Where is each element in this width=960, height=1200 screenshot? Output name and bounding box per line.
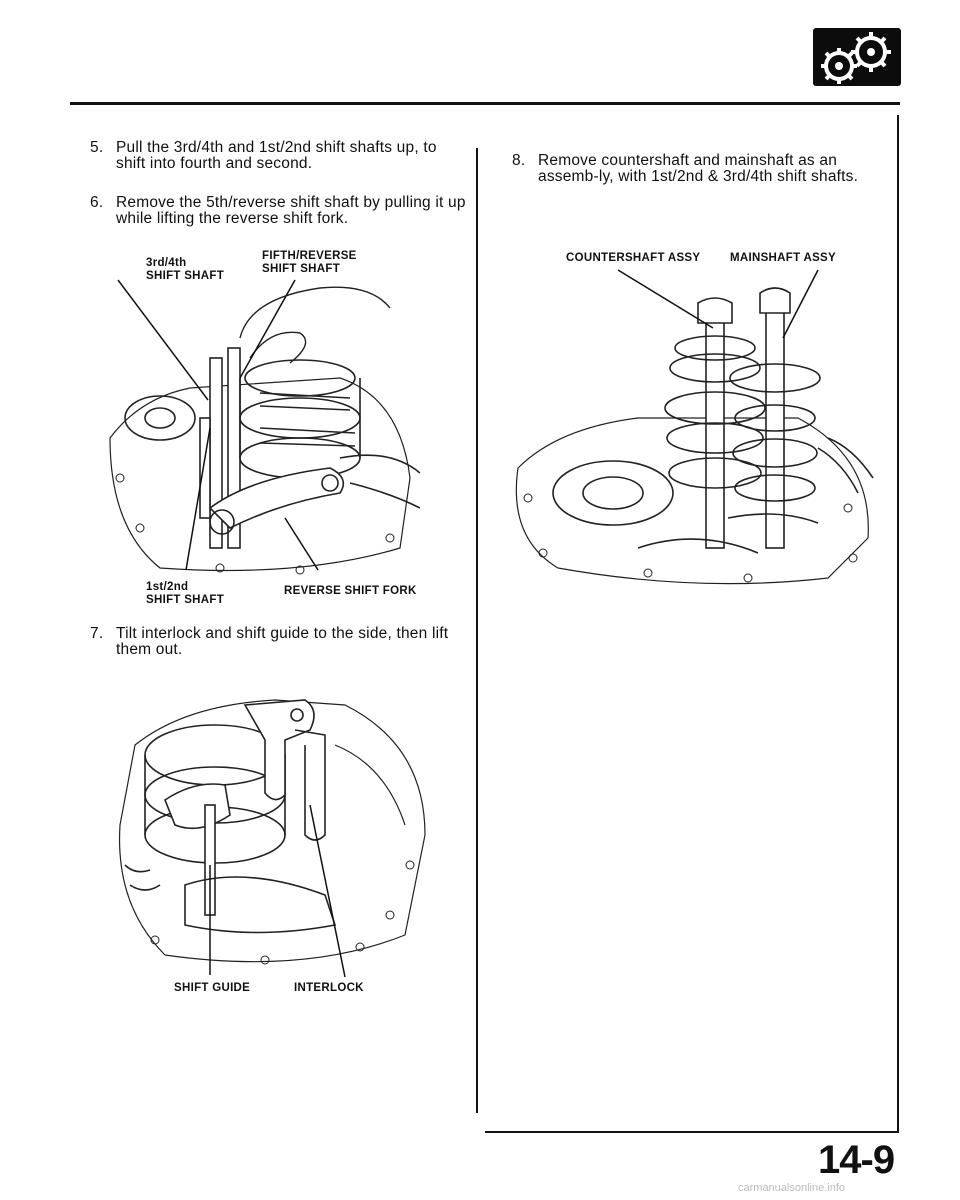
page-number: 14-9	[818, 1138, 895, 1182]
column-divider	[476, 148, 478, 1113]
step-number: 8.	[512, 152, 526, 169]
page-frame-right	[897, 115, 899, 1132]
header-rule	[70, 102, 900, 105]
footer-watermark: carmanualsonline.info	[738, 1182, 846, 1194]
step-number: 5.	[90, 139, 104, 156]
step-text: Tilt interlock and shift guide to the side, then lift them out.	[116, 625, 449, 658]
label-countershaft-assy: COUNTERSHAFT ASSY	[566, 252, 701, 264]
label-mainshaft-assy: MAINSHAFT ASSY	[730, 252, 836, 264]
figure-shift-shafts	[100, 278, 420, 588]
section-badge	[813, 28, 901, 86]
label-3rd-4th-shift-shaft: 3rd/4th SHIFT SHAFT	[146, 257, 225, 282]
figure-interlock-shift-guide	[105, 685, 445, 980]
gear-transmission-icon	[813, 28, 901, 86]
step-number: 6.	[90, 194, 104, 211]
figure-shaft-assembly	[498, 268, 878, 593]
label-interlock: INTERLOCK	[294, 982, 364, 994]
label-shift-guide: SHIFT GUIDE	[174, 982, 251, 994]
page-frame-bottom	[485, 1131, 899, 1133]
label-fifth-reverse-shift-shaft: FIFTH/REVERSE SHIFT SHAFT	[262, 250, 357, 275]
label-reverse-shift-fork: REVERSE SHIFT FORK	[284, 585, 417, 597]
step-text: Remove countershaft and mainshaft as an assemb-ly, with 1st/2nd & 3rd/4th shift shafts.	[538, 152, 859, 185]
step-text: Pull the 3rd/4th and 1st/2nd shift shafts up, to shift into fourth and second.	[116, 139, 437, 172]
step-text: Remove the 5th/reverse shift shaft by pulling it up while lifting the reverse shift fork.	[116, 194, 466, 227]
step-number: 7.	[90, 625, 104, 642]
label-1st-2nd-shift-shaft: 1st/2nd SHIFT SHAFT	[146, 581, 225, 606]
